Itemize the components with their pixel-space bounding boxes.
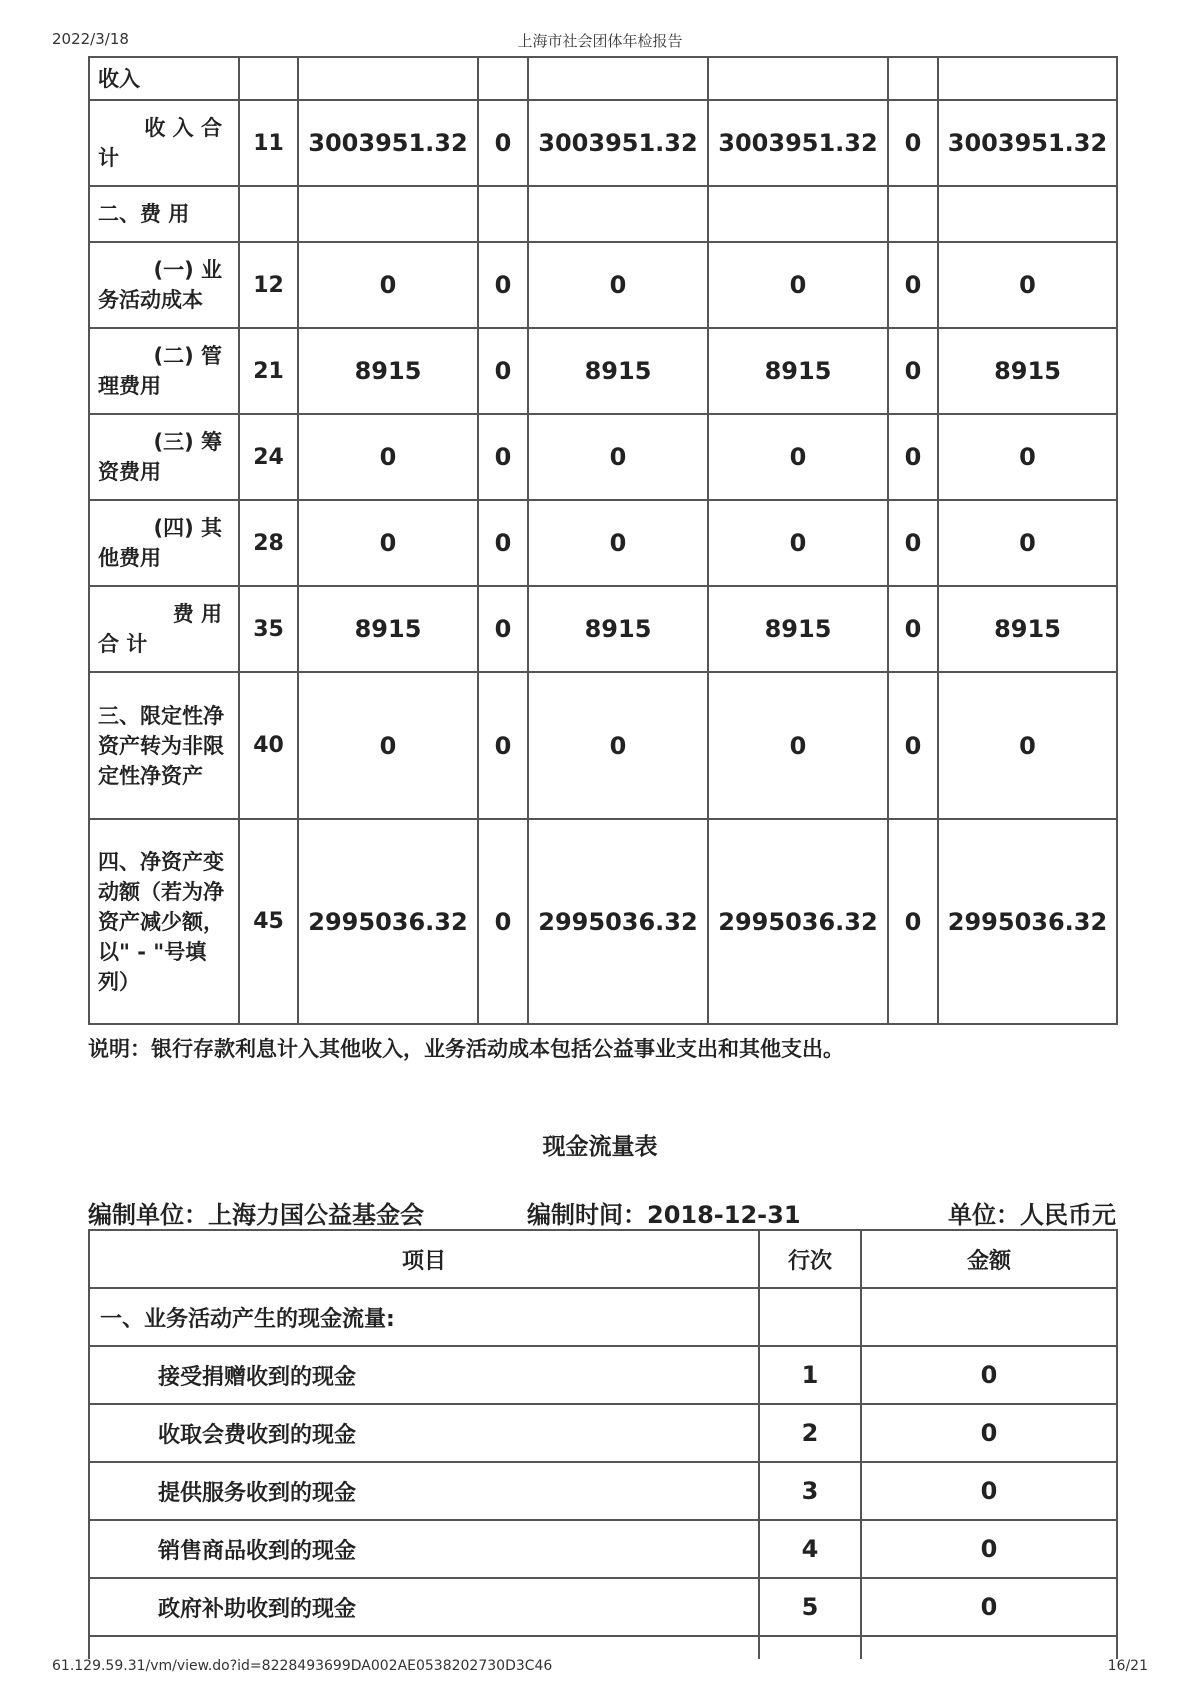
cashflow-title: 现金流量表 [542, 1134, 658, 1160]
table-row [89, 1520, 1117, 1578]
line-number: 40 [239, 672, 298, 819]
line-number: 3 [759, 1462, 861, 1520]
value-cell: 0 [888, 100, 938, 186]
amount: 0 [861, 1462, 1117, 1520]
line-number: 5 [759, 1578, 861, 1636]
page-number: 16/21 [1107, 1658, 1148, 1674]
value-cell: 0 [888, 500, 938, 586]
cashflow-item: 提供服务收到的现金 [89, 1462, 759, 1520]
amount [861, 1288, 1117, 1346]
value-cell: 0 [528, 414, 708, 500]
table-row [89, 414, 1117, 500]
cashflow-item: 政府补助收到的现金 [89, 1578, 759, 1636]
table-row [89, 242, 1117, 328]
amount: 0 [861, 1578, 1117, 1636]
print-date: 2022/3/18 [52, 30, 129, 48]
value-cell: 3003951.32 [298, 100, 478, 186]
value-cell: 0 [888, 414, 938, 500]
value-cell: 0 [478, 819, 528, 1024]
value-cell: 0 [478, 242, 528, 328]
value-cell: 0 [528, 242, 708, 328]
value-cell: 3003951.32 [708, 100, 888, 186]
table-row-continued [89, 1636, 1117, 1659]
line-number: 4 [759, 1520, 861, 1578]
amount: 0 [861, 1520, 1117, 1578]
table-row [89, 672, 1117, 819]
column-header-amount: 金额 [861, 1230, 1117, 1288]
value-cell: 0 [888, 328, 938, 414]
value-cell: 8915 [298, 586, 478, 672]
line-number: 24 [239, 414, 298, 500]
row-label: (三) 筹 资费用 [89, 414, 239, 500]
value-cell: 8915 [708, 586, 888, 672]
value-cell: 0 [478, 328, 528, 414]
table-row [89, 1578, 1117, 1636]
row-label: 四、净资产变动额（若为净资产减少额，以" - "号填列） [89, 819, 239, 1024]
table-row [89, 586, 1117, 672]
line-number [759, 1288, 861, 1346]
line-number: 12 [239, 242, 298, 328]
value-cell: 0 [478, 414, 528, 500]
value-cell: 8915 [938, 586, 1117, 672]
row-label: (四) 其 他费用 [89, 500, 239, 586]
value-cell: 2995036.32 [528, 819, 708, 1024]
value-cell: 0 [708, 500, 888, 586]
value-cell: 0 [938, 414, 1117, 500]
value-cell: 0 [888, 586, 938, 672]
value-cell: 0 [478, 586, 528, 672]
cashflow-item: 接受捐赠收到的现金 [89, 1346, 759, 1404]
preparation-date: 编制时间：2018-12-31 [527, 1201, 801, 1229]
table-row [89, 328, 1117, 414]
value-cell: 2995036.32 [938, 819, 1117, 1024]
table-row [89, 1462, 1117, 1520]
value-cell: 0 [938, 500, 1117, 586]
table-row [89, 819, 1117, 1024]
row-label: 费 用 合 计 [89, 586, 239, 672]
row-label: 三、限定性净资产转为非限定性净资产 [89, 672, 239, 819]
column-header-line: 行次 [759, 1230, 861, 1288]
column-header-item: 项目 [89, 1230, 759, 1288]
table-row [89, 100, 1117, 186]
line-number: 1 [759, 1346, 861, 1404]
amount: 0 [861, 1404, 1117, 1462]
value-cell: 0 [938, 242, 1117, 328]
value-cell: 0 [528, 500, 708, 586]
value-cell: 0 [298, 242, 478, 328]
value-cell: 8915 [938, 328, 1117, 414]
value-cell: 0 [528, 672, 708, 819]
table-row [89, 1288, 1117, 1346]
value-cell: 0 [298, 500, 478, 586]
row-label: (一) 业 务活动成本 [89, 242, 239, 328]
value-cell: 8915 [298, 328, 478, 414]
line-number: 2 [759, 1404, 861, 1462]
print-header-title: 上海市社会团体年检报告 [517, 32, 683, 50]
line-number: 45 [239, 819, 298, 1024]
activity-statement-table [88, 56, 1118, 1025]
value-cell: 0 [298, 672, 478, 819]
value-cell: 8915 [708, 328, 888, 414]
table-header-row [89, 1230, 1117, 1288]
value-cell: 0 [708, 242, 888, 328]
value-cell: 3003951.32 [528, 100, 708, 186]
value-cell: 0 [708, 414, 888, 500]
value-cell: 2995036.32 [708, 819, 888, 1024]
value-cell: 0 [888, 242, 938, 328]
statement-note: 说明：银行存款利息计入其他收入，业务活动成本包括公益事业支出和其他支出。 [88, 1037, 844, 1061]
line-number: 11 [239, 100, 298, 186]
row-label: 二、费 用 [89, 186, 239, 242]
row-label: (二) 管 理费用 [89, 328, 239, 414]
cashflow-item: 收取会费收到的现金 [89, 1404, 759, 1462]
value-cell: 8915 [528, 586, 708, 672]
cashflow-table [88, 1229, 1118, 1659]
value-cell: 0 [938, 672, 1117, 819]
cashflow-item: 销售商品收到的现金 [89, 1520, 759, 1578]
table-row [89, 57, 1117, 100]
line-number: 21 [239, 328, 298, 414]
line-number: 28 [239, 500, 298, 586]
page-url: 61.129.59.31/vm/view.do?id=8228493699DA002AE0538202730D3C46 [52, 1658, 553, 1674]
amount: 0 [861, 1346, 1117, 1404]
preparer-unit: 编制单位：上海力国公益基金会 [88, 1201, 424, 1229]
value-cell: 0 [478, 672, 528, 819]
value-cell: 0 [478, 100, 528, 186]
row-label: 收 入 合 计 [89, 100, 239, 186]
value-cell: 2995036.32 [298, 819, 478, 1024]
value-cell: 0 [478, 500, 528, 586]
row-label: 收入 [89, 57, 239, 100]
table-row [89, 1404, 1117, 1462]
value-cell: 0 [298, 414, 478, 500]
value-cell: 0 [888, 819, 938, 1024]
table-row [89, 186, 1117, 242]
line-number: 35 [239, 586, 298, 672]
cashflow-item: 一、业务活动产生的现金流量: [89, 1288, 759, 1346]
value-cell: 0 [708, 672, 888, 819]
currency-unit: 单位：人民币元 [948, 1201, 1116, 1229]
table-row [89, 1346, 1117, 1404]
value-cell: 3003951.32 [938, 100, 1117, 186]
value-cell: 8915 [528, 328, 708, 414]
table-row [89, 500, 1117, 586]
value-cell: 0 [888, 672, 938, 819]
